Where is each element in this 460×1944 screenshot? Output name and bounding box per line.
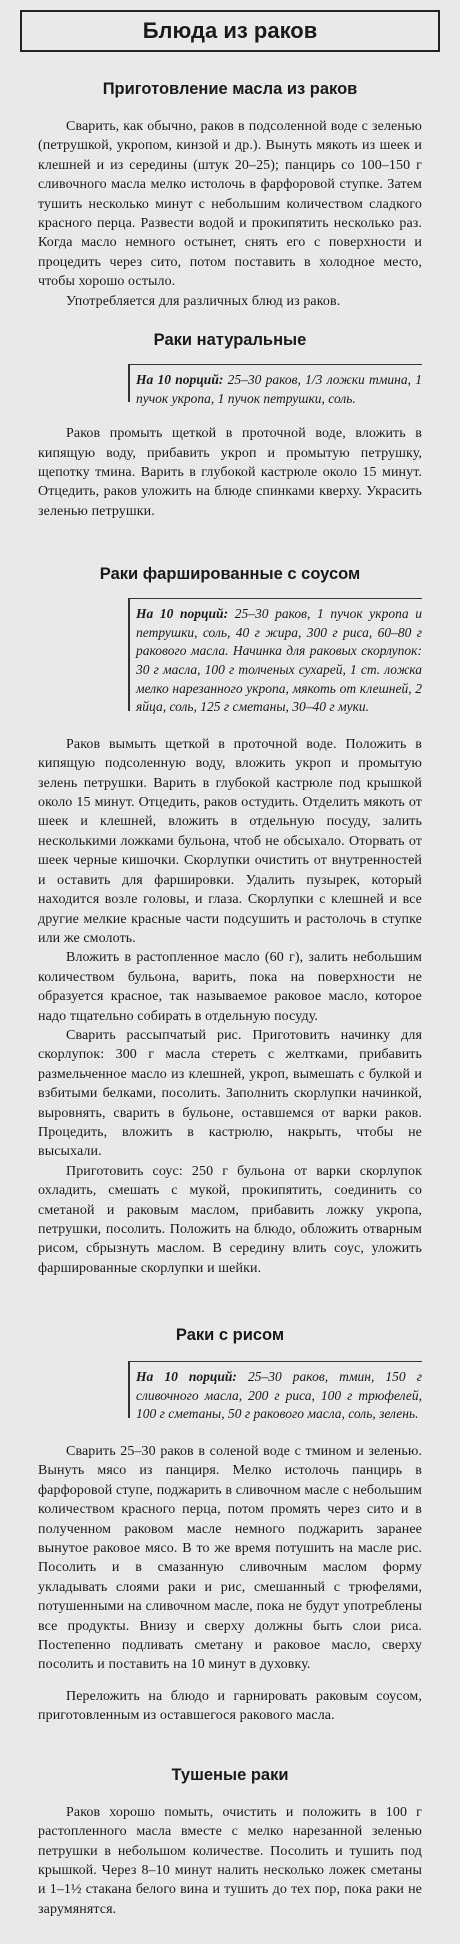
recipe-paragraph: Сварить, как обычно, раков в подсоленной воде с зеленью (петрушкой, укропом, кинзой и др.). Вынуть мякоть из шеек и клешней и из середины (штук 20–25); панцирь со 100–150 г сливочного масла мелко истолочь в фарфоровой ступке. Затем тушить несколько минут с небольшим количеством сладкого красного перца. Развести водой и прокипятить несколько раз. Когда масло немного остынет, снять его с поверхности и процедить через сито, потом поставить в холодное место, чтобы хорошо остыло. [38,119,422,290]
recipe-crayfish-butter [38,80,422,311]
chapter-title: Блюда из раков [142,18,318,43]
ingredients-text: 25–30 раков, 1/3 ложки тмина, 1 пучок укропа, 1 пучок петрушки, соль. [136,372,423,406]
recipe-paragraph: Переложить на блюдо и гарнировать раковым соусом, приготовленным из оставшегося ракового масла. [38,1688,422,1724]
page-content [0,80,460,1919]
portion-label: На 10 порций: [136,372,224,388]
ingredients-box [128,364,422,408]
portion-label: На 10 порций: [136,606,229,622]
recipe-title: Раки натуральные [153,331,307,350]
recipe-paragraph: Приготовить соус: 250 г бульона от варки скорлупок охладить, смешать с мукой, прокипятить, соединить со сметаной и раковым маслом, прибавить ложку укропа, петрушки, посолить. Положить на блюдо, обложить отварным рисом, сбрызнуть маслом. В середину влить соус, уложить фаршированные скорлупки и шейки. [38,1163,422,1276]
recipe-title: Раки фаршированные с соусом [99,565,361,584]
book-page [0,10,460,1944]
recipe-paragraph: Сварить 25–30 раков в соленой воде с тмином и зеленью. Вынуть мясо из панциря. Мелко истолочь панцирь в фарфоровой ступе, поджарить в сливочном масле с небольшим количеством красного перца, потом промять через сито и в полученном раковом масле немного поджарить заранее вынутое раковое мясо. В то же время потушить на масле рис. Посолить и в смазанную сливочным маслом форму укладывать слоями раки и рис, смешанный с трюфелями, потушенными на сливочном масле, пока не будут употреблены все продукты. Внизу и сверху должны быть слои риса. Постепенно подливать сметану и раковое масло, сверху посолить и поставить на 10 минут в духовку. [38,1444,422,1673]
recipe-stuffed-crayfish [38,565,422,1278]
recipe-paragraph: Раков вымыть щеткой в проточной воде. Положить в кипящую подсоленную воду, вложить укроп и промытую зелень петрушки. Варить в глубокой кастрюле под крышкой около 15 минут. Отцедить, раков остудить. Отделить мякоть от шеек и клешней, вложить в отдельную посуду, залить несколькими ложками бульона, чтоб не обсыхало. Оторвать от шеек черные кишочки. Скорлупки очистить от внутренностей и оставить для фаршировки. Удалить пузырек, который находится возле головы, и глаза. Скорлупки с клешней и все другие мелкие красные части подсушить и растолочь в ступке или же смолоть. [38,736,422,946]
recipe-paragraph: Раков промыть щеткой в проточной воде, вложить в кипящую воду, прибавить укроп и промытую петрушку, щепотку тмина. Варить в глубокой кастрюле около 15 минут. Отцедить, раков уложить на блюде спинками кверху. Украсить зеленью петрушки. [38,426,422,519]
recipe-paragraph: Употребляется для различных блюд из раков. [66,293,341,309]
recipe-natural-crayfish [38,331,422,521]
ingredients-box [128,1361,422,1424]
recipe-paragraph: Раков хорошо помыть, очистить и положить в 100 г растопленного масла вместе с мелко нарезанной зеленью петрушки в небольшом количестве. Посолить и тушить под крышкой. Через 8–10 минут налить несколько ложек сметаны и 1–1½ стакана белого вина и тушить до тех пор, пока раки не зарумянятся. [38,1804,422,1917]
ingredients-box [128,598,422,717]
portion-label: На 10 порций: [136,1369,237,1385]
recipe-title: Раки с рисом [175,1326,285,1345]
chapter-title-box [20,10,440,52]
recipe-paragraph: Вложить в растопленное масло (60 г), залить небольшим количеством бульона, варить, пока на поверхности не образуется красное, так называемое раковое масло, которое надо тщательно собирать в отдельную посуду. [38,950,422,1024]
recipe-title: Приготовление масла из раков [102,80,358,98]
recipe-paragraph: Сварить рассыпчатый рис. Приготовить начинку для скорлупок: 300 г масла стереть с желтками, прибавить размельченное масло из клешней, укроп, вымешать с булкой и взбитыми белками, посолить. Заполнить скорлупки начинкой, выровнять, сварить в бульоне, оставшемся от варки раков. Процедить, вложить в кастрюлю, накрыть, чтобы не высыхали. [38,1027,422,1160]
recipe-stewed-crayfish [38,1766,422,1919]
ingredients-text: 25–30 раков, 1 пучок укропа и петрушки, соль, 40 г жира, 300 г риса, 60–80 г ракового масла. Начинка для раковых скорлупок: 30 г масла, 100 г толченых сухарей, 1 ст. ложка мелко нарезанного укропа, мякоть от клешней, 2 яйца, соль, 125 г сметаны, 30–40 г муки. [136,606,422,715]
recipe-crayfish-with-rice [38,1326,422,1725]
recipe-title: Тушеные раки [171,1765,289,1784]
ingredients-text: 25–30 раков, тмин, 150 г сливочного масла, 200 г риса, 100 г трюфелей, 100 г сметаны, 50 г ракового масла, соль, зелень. [136,1369,422,1422]
